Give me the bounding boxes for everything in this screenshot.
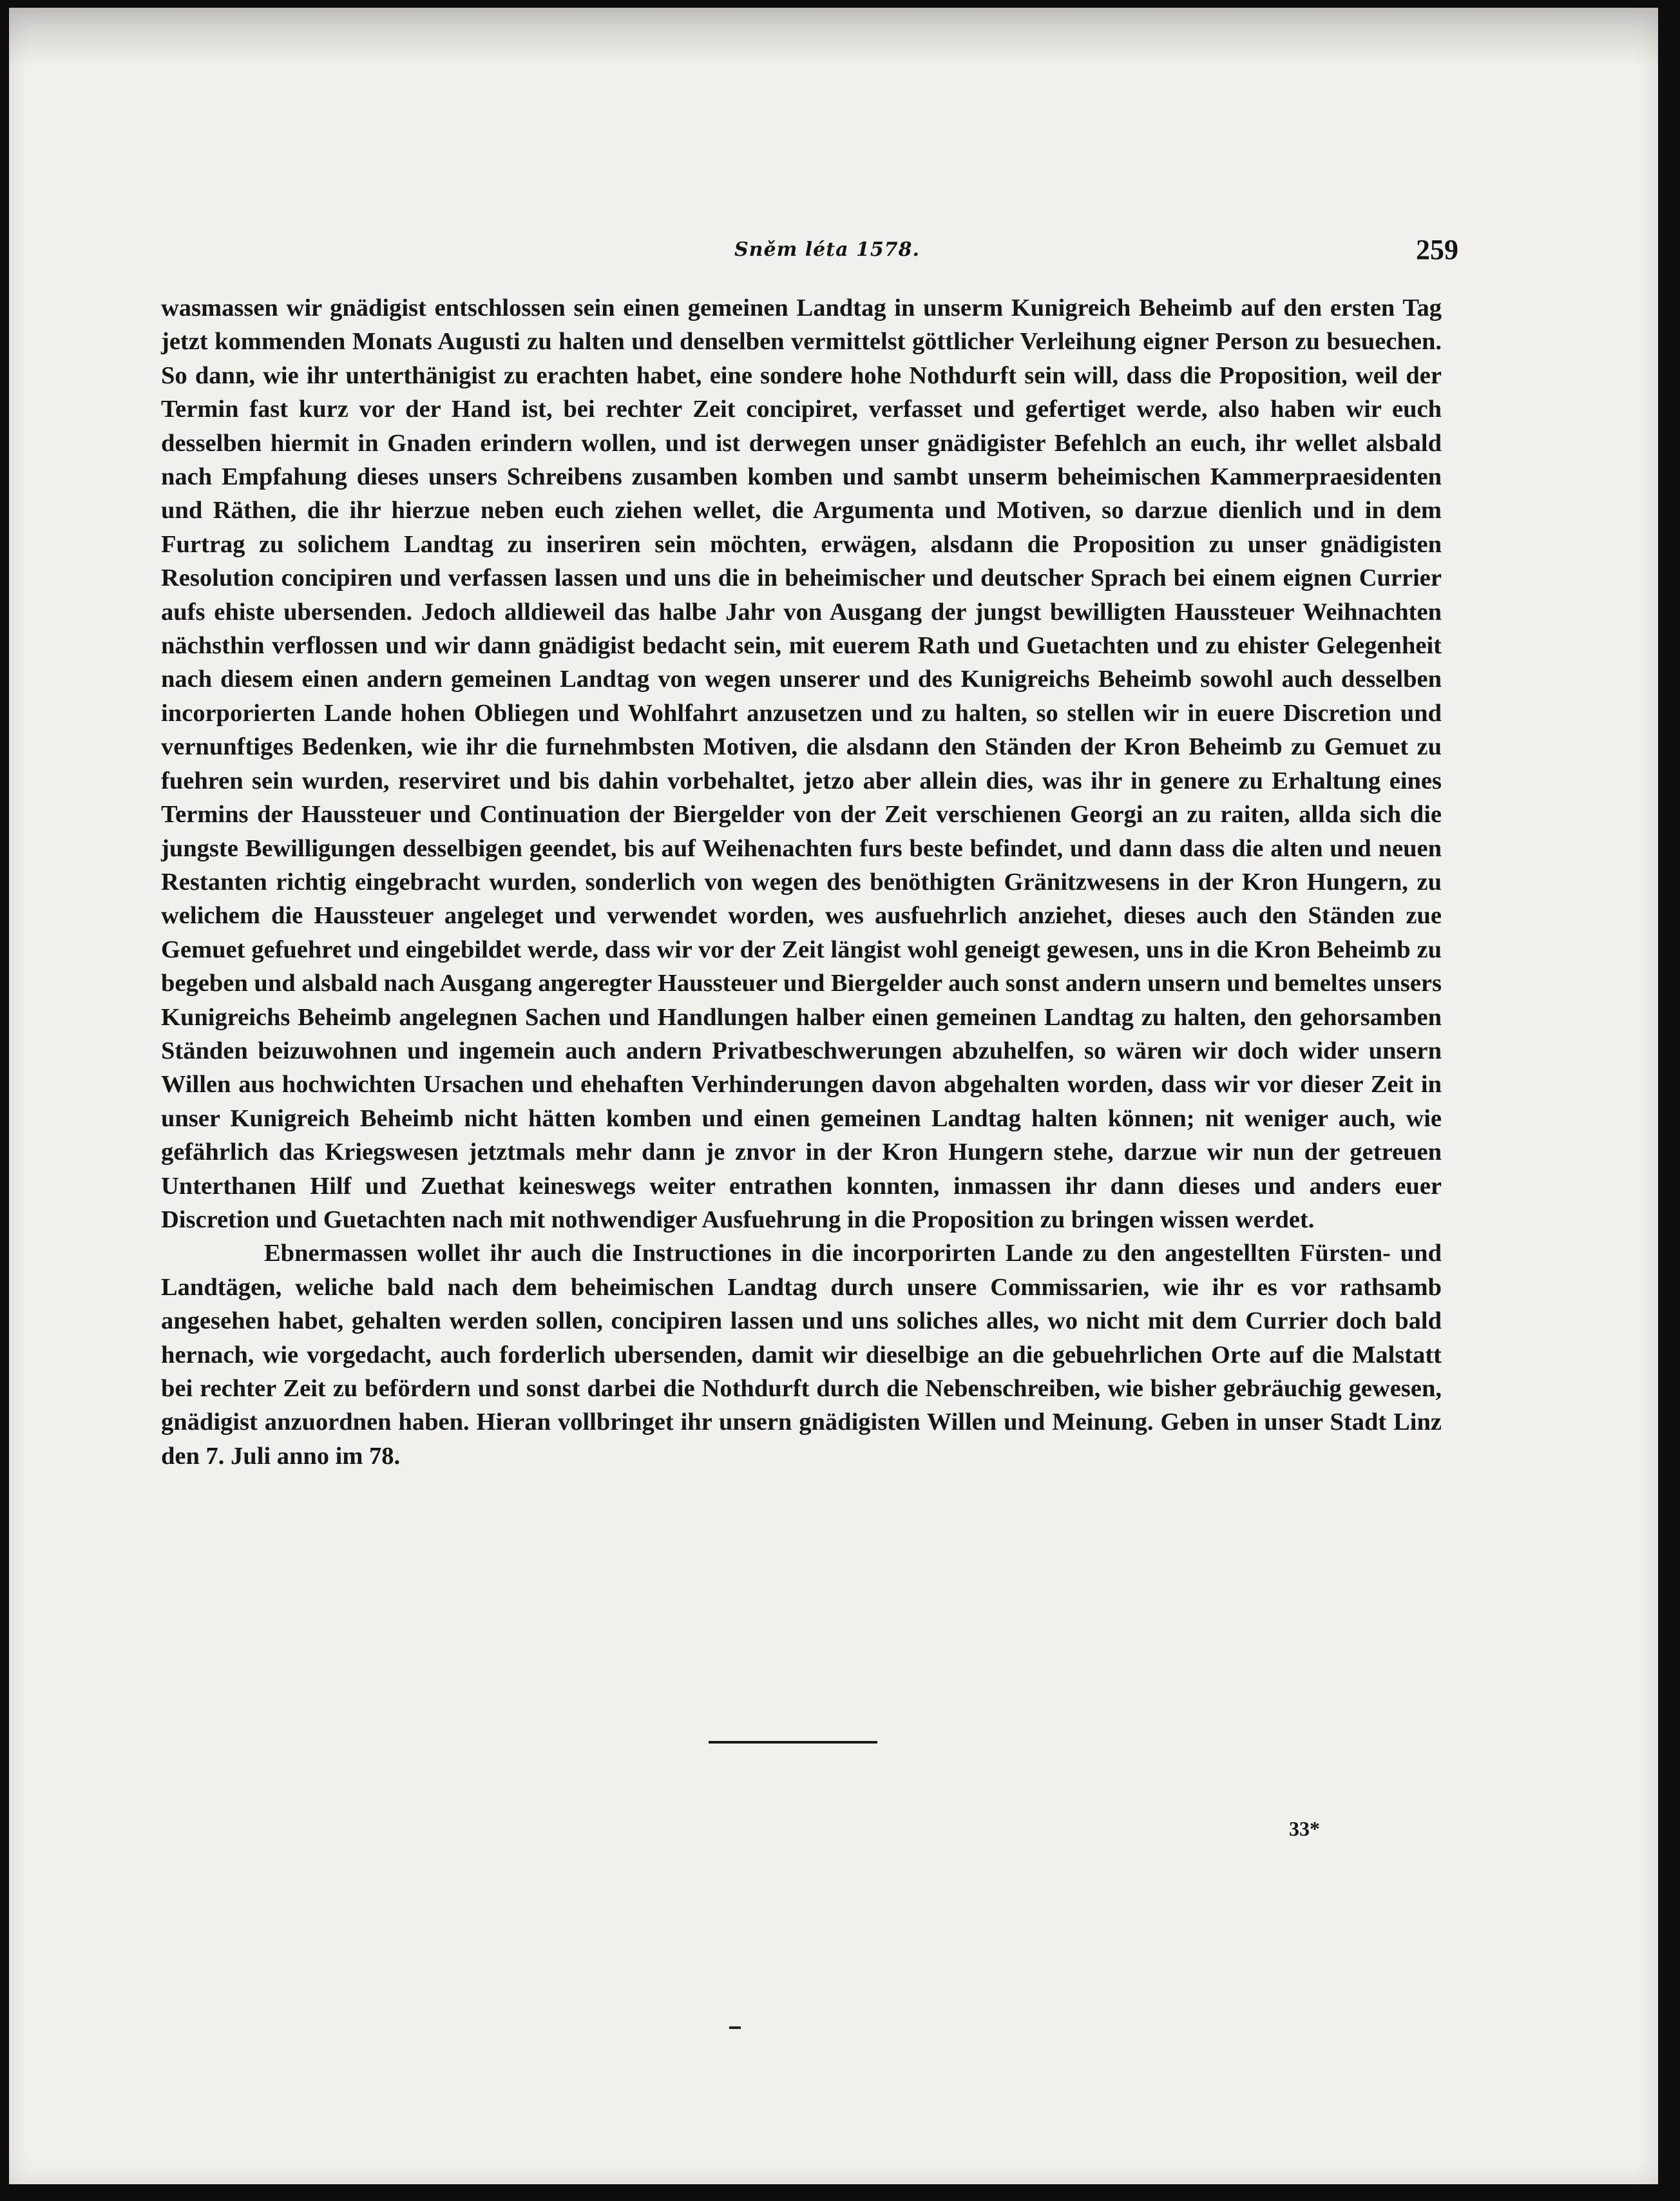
running-title: Sněm léta 1578. [734, 238, 920, 261]
print-mark [729, 2026, 741, 2029]
signature-mark: 33* [1289, 1817, 1320, 1840]
body-text [161, 291, 1442, 1473]
page-number: 259 [1416, 234, 1458, 265]
paragraph: wasmassen wir gnädigist entschlossen sein einen gemeinen Landtag in unserm Kunigreich Beheimb auf den ersten Tag jetzt kommenden Monats Augusti zu halten und denselben vermittelst göttlicher Verleihung eigner Person zu besuechen. So dann, wie ihr unterthänigist zu erachten habet, eine sondere hohe Nothdurft sein will, dass die Proposition, weil der Termin fast kurz vor der Hand ist, bei rechter Zeit concipiret, verfasset und gefertiget werde, also haben wir euch desselben hiermit in Gnaden erindern wollen, und ist derwegen unser gnädigister Befehlch an euch, ihr wellet alsbald nach Empfahung dieses unsers Schreibens zusamben komben und sambt unserm beheimischen Kammerpraesidenten und Räthen, die ihr hierzue neben euch ziehen wellet, die Argumenta und Motiven, so darzue dienlich und in dem Furtrag zu solichem Landtag zu inseriren sein möchten, erwägen, alsdann die Proposition zu unser gnädigisten Resolution concipiren und verfassen lassen und uns die in beheimischer und deutscher Sprach bei einem eignen Currier aufs ehiste ubersenden. Jedoch alldieweil das halbe Jahr von Ausgang der jungst bewilligten Haussteuer Weihnachten nächsthin verflossen und wir dann gnädigist bedacht sein, mit euerem Rath und Guetachten und zu ehister Gelegenheit nach diesem einen andern gemeinen Landtag von wegen unserer und des Kunigreichs Beheimb sowohl auch desselben incorporierten Lande hohen Obliegen und Wohlfahrt anzusetzen und zu halten, so stellen wir in euere Discretion und vernunftiges Bedenken, wie ihr die furnehmbsten Motiven, die alsdann den Ständen der Kron Beheimb zu Gemuet zu fuehren sein wurden, reserviret und bis dahin vorbehaltet, jetzo aber allein dies, was ihr in genere zu Erhaltung eines Termins der Haussteuer und Continuation der Biergelder von der Zeit verschienen Georgi an zu raiten, allda sich die jungste Bewilligungen desselbigen geendet, bis auf Weihenachten furs beste befindet, und dann dass die alten und neuen Restanten richtig eingebracht wurden, sonderlich von wegen des benöthigten Gränitzwesens in der Kron Hungern, zu welichem die Haussteuer angeleget und verwendet worden, wes ausfuehrlich anziehet, dieses auch den Ständen zue Gemuet gefuehret und eingebildet werde, dass wir vor der Zeit längist wohl geneigt gewesen, uns in die Kron Beheimb zu begeben und alsbald nach Ausgang angeregter Haussteuer und Biergelder auch sonst andern unsern und bemeltes unsers Kunigreichs Beheimb angelegnen Sachen und Handlungen halber einen gemeinen Landtag zu halten, den gehorsamben Ständen beizuwohnen und ingemein auch andern Privatbeschwerungen abzuhelfen, so wären wir doch wider unsern Willen aus hochwichten Ursachen und ehehaften Verhinderungen davon abgehalten worden, dass wir vor dieser Zeit in unser Kunigreich Beheimb nicht hätten komben und einen gemeinen Landtag halten können; nit weniger auch, wie gefährlich das Kriegswesen jetztmals mehr dann je znvor in der Kron Hungern stehe, darzue wir nun der getreuen Unterthanen Hilf und Zuethat keineswegs weiter entrathen konnten, inmassen ihr dann dieses und anders euer Discretion und Guetachten nach mit nothwendiger Ausfuehrung in die Proposition zu bringen wissen werdet. [161, 294, 1442, 1233]
page-header [170, 233, 1458, 272]
paragraph: Ebnermassen wollet ihr auch die Instructiones in die incorporirten Lande zu den angestellten Fürsten- und Landtägen, weliche bald nach dem beheimischen Landtag durch unsere Commissarien, wie ihr es vor rathsamb angesehen habet, gehalten werden sollen, concipiren lassen und uns soliches alles, wo nicht mit dem Currier doch bald hernach, wie vorgedacht, auch forderlich ubersenden, damit wir dieselbige an die gebuehrlichen Orte auf die Malstatt bei rechter Zeit zu befördern und sonst darbei die Nothdurft durch die Nebenschreiben, wie bisher gebräuchig gewesen, gnädigist anzuordnen haben. Hieran vollbringet ihr unsern gnädigisten Willen und Meinung. Geben in unser Stadt Linz den 7. Juli anno im 78. [161, 1240, 1442, 1470]
section-divider [709, 1741, 877, 1744]
